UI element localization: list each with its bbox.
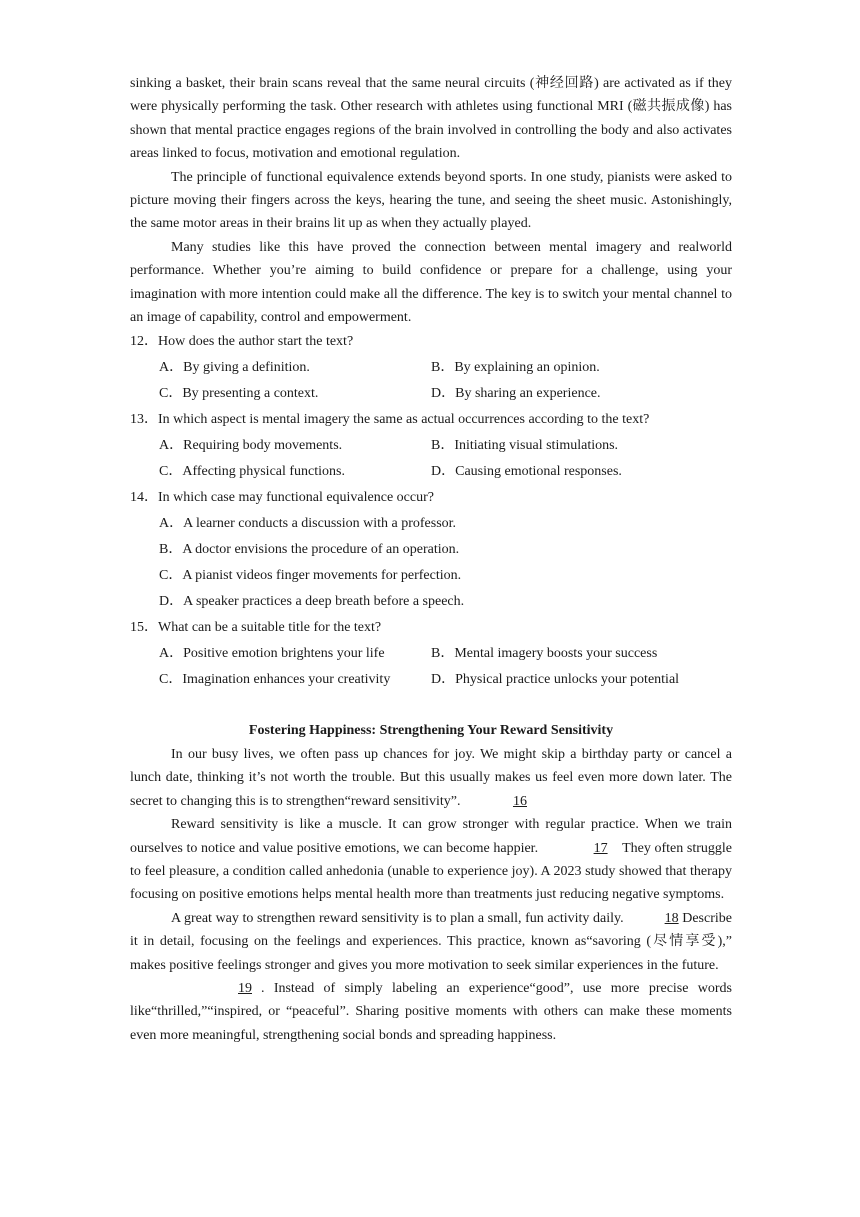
passage2-paragraph-4 <box>130 977 732 1047</box>
passage2-paragraph-3 <box>130 907 732 977</box>
paragraph-text: . Instead of simply labeling an experience“good”, use more precise words like“thrilled,”“inspired, or “peaceful”. Sharing positive moments with others can make these moments even more meaningful, strengthening social bonds and spreading happiness. <box>130 980 732 1043</box>
option-a[interactable]: A．Requiring body movements. <box>159 438 343 454</box>
paragraph-text: A great way to strengthen reward sensitivity is to plan a small, fun activity daily. <box>171 910 624 926</box>
option-c[interactable]: C．By presenting a context. <box>159 386 319 402</box>
question-stem: 14．In which case may functional equivalence occur? <box>130 490 434 506</box>
option-d[interactable]: D．Causing emotional responses. <box>431 464 622 480</box>
options <box>130 355 732 407</box>
option-c[interactable]: C．Imagination enhances your creativity <box>159 672 391 688</box>
question-stem: 13．In which aspect is mental imagery the same as actual occurrences according to the text? <box>130 412 650 428</box>
passage1-paragraph-2: The principle of functional equivalence extends beyond sports. In one study, pianists were asked to picture moving their fingers across the keys, hearing the tune, and seeing the sheet music. Astonishingly, the same motor areas in their brains lit up as when they actually played. <box>130 169 732 232</box>
option-c[interactable]: C．A pianist videos finger movements for perfection. <box>159 568 462 584</box>
paragraph-text: Reward sensitivity is like a muscle. It can grow stronger with regular practice. When we train ourselves to notice and value positive emotions, we can become happier. <box>130 817 732 856</box>
question-13 <box>130 407 732 485</box>
document-page <box>130 72 732 1047</box>
option-b[interactable]: B．Initiating visual stimulations. <box>431 438 619 454</box>
paragraph-text: In our busy lives, we often pass up chances for joy. We might skip a birthday party or cancel a lunch date, thinking it’s not worth the trouble. But this usually makes us feel even more down later. The secret to changing this is to strengthen“reward sensitivity”. <box>130 746 732 809</box>
option-a[interactable]: A．By giving a definition. <box>159 360 310 376</box>
option-d[interactable]: D．Physical practice unlocks your potential <box>431 672 680 688</box>
options <box>130 641 732 693</box>
passage1-paragraph-1: sinking a basket, their brain scans reveal that the same neural circuits (神经回路) are activated as if they were physically performing the task. Other research with athletes using functional MRI (磁共振成像) has shown that mental practice engages regions of the brain involved in controlling the body and also activates areas linked to focus, motivation and emotional regulation. <box>130 76 732 162</box>
option-a[interactable]: A．A learner conducts a discussion with a professor. <box>159 516 457 532</box>
paragraph-text: Describe it in detail, focusing on the feelings and experiences. This practice, known as“savoring (尽情享受),” makes positive feelings stronger and gives you more motivation to seek similar experiences in the future. <box>130 910 732 973</box>
question-stem: 15．What can be a suitable title for the text? <box>130 620 382 636</box>
options <box>130 433 732 485</box>
option-d[interactable]: D．A speaker practices a deep breath before a speech. <box>159 594 465 610</box>
passage2-paragraph-1 <box>130 743 732 813</box>
question-15 <box>130 615 732 693</box>
blank-18[interactable]: 18 <box>664 910 679 926</box>
question-14 <box>130 485 732 615</box>
options <box>130 511 732 615</box>
question-stem: 12．How does the author start the text? <box>130 334 354 350</box>
passage2-paragraph-2 <box>130 813 732 907</box>
option-a[interactable]: A．Positive emotion brightens your life <box>159 646 385 662</box>
option-c[interactable]: C．Affecting physical functions. <box>159 464 345 480</box>
paragraph-text: They often struggle to feel pleasure, a condition called anhedonia (unable to experience joy). A 2023 study showed that therapy focusing on positive emotions helps mental health more than treatments just reducing negative symptoms. <box>130 840 732 903</box>
question-12 <box>130 329 732 407</box>
blank-19[interactable]: 19 <box>238 980 252 996</box>
option-d[interactable]: D．By sharing an experience. <box>431 386 601 402</box>
blank-17[interactable]: 17 <box>593 840 608 856</box>
passage2-title: Fostering Happiness: Strengthening Your Reward Sensitivity <box>248 723 614 739</box>
option-b[interactable]: B．By explaining an opinion. <box>431 360 600 376</box>
option-b[interactable]: B．Mental imagery boosts your success <box>431 646 658 662</box>
passage1-paragraph-3: Many studies like this have proved the connection between mental imagery and realworld performance. Whether you’re aiming to build confidence or prepare for a challenge, using your imagination with more intention could make all the difference. The key is to switch your mental channel to an image of capability, control and empowerment. <box>130 239 732 326</box>
option-b[interactable]: B．A doctor envisions the procedure of an operation. <box>159 542 460 558</box>
blank-16[interactable]: 16 <box>512 793 527 809</box>
